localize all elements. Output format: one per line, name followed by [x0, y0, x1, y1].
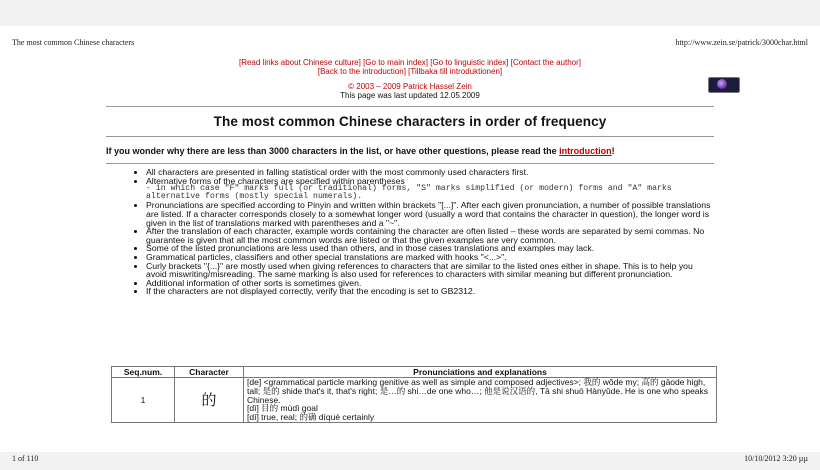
link-contact-author[interactable]: [Contact the author] [510, 58, 581, 67]
list-item: • After the translation of each character, example words containing the character are often listed – these words are separated by semi commas. No guarantee is given that all the most common words are listed or that the given examples are very common. [146, 227, 714, 244]
notes-list [106, 168, 714, 296]
globe-icon [717, 79, 727, 89]
introduction-link[interactable]: introduction [559, 146, 612, 156]
seq-num-cell: 1 [112, 378, 175, 423]
header-character: Character [175, 367, 244, 378]
pronunciation-line: [dì] 目的 mùdì goal [247, 403, 318, 414]
link-tillbaka-introduktionen[interactable]: [Tillbaka till introduktionen] [408, 67, 503, 76]
divider [106, 136, 714, 137]
nav-links [106, 58, 714, 76]
intro-paragraph [106, 147, 714, 156]
list-item: • Pronunciations are specified according to Pinyin and written within brackets "[...]". After each given pronunciation, a number of possible translations are listed. If a character corresponds closely to a somewhat longer word (usually a word that contains the character in question), the longer word is given in the list of translations marked with parentheses and a "~". [146, 201, 714, 227]
intro-text-end: ! [611, 146, 615, 156]
characters-table [111, 366, 717, 423]
bottom-background-strip [0, 452, 820, 470]
print-footer-datetime: 10/10/2012 3:20 µµ [744, 454, 808, 463]
link-chinese-culture[interactable]: [Read links about Chinese culture] [238, 58, 361, 67]
list-item: • Additional information of other sorts is sometimes given. [146, 279, 714, 288]
list-item: • Alternative forms of the characters are specified within parentheses [146, 177, 714, 186]
site-logo-icon[interactable] [708, 77, 740, 93]
list-item: • All characters are presented in falling statistical order with the most commonly used characters first. [146, 168, 714, 177]
last-updated-text: This page was last updated 12.05.2009 [340, 91, 480, 100]
list-item: - in which case "F" marks full (or traditional) forms, "S" marks simplified (or modern) forms and "A" marks alternative forms (mostly special numerals). [146, 184, 672, 202]
pronunciation-line: [de] <grammatical particle marking genitive as well as simple and composed adjectives>; 我的 wǒde my; 高的 gāode high, tall; 是的 shide that's it, that's right; 是…的 shi…de one who…; 他是说汉语的, Tā shi shuō Hànyǔde. He is one who speaks Chinese. [247, 377, 709, 405]
nav-line-1 [106, 58, 714, 67]
table-row [112, 378, 717, 423]
top-background-strip [0, 0, 820, 26]
header-seq-num: Seq.num. [112, 367, 175, 378]
page-title: The most common Chinese characters in order of frequency [213, 114, 607, 129]
link-linguistic-index[interactable]: [Go to linguistic index] [430, 58, 509, 67]
divider [106, 163, 714, 164]
page-content [106, 58, 714, 423]
print-header-title: The most common Chinese characters [12, 38, 135, 47]
list-item: • Curly brackets "{...}" are mostly used when giving references to characters that are similar to the listed ones either in shape. This is to help you avoid miswriting/misreading. The same marking is also used for references to characters with similar meaning but different pronunciation. [146, 262, 714, 279]
print-footer-page: 1 of 110 [12, 454, 39, 463]
table-header-row [112, 367, 717, 378]
character-cell: 的 [175, 378, 244, 423]
list-item: • Some of the listed pronunciations are less used than others, and in those cases translations and examples may lack. [146, 244, 714, 253]
print-header-url: http://www.zein.se/patrick/3000char.html [675, 38, 808, 47]
nav-line-2 [106, 67, 714, 76]
credits [106, 82, 714, 100]
copyright-text: © 2003 – 2009 Patrick Hassel Zein [348, 82, 472, 91]
header-pronunciations: Pronunciations and explanations [244, 367, 717, 378]
pronunciation-cell [244, 378, 717, 423]
link-main-index[interactable]: [Go to main index] [363, 58, 428, 67]
intro-text: If you wonder why there are less than 3000 characters in the list, or have other questions, please read the [106, 146, 560, 156]
pronunciation-line: [dí] true, real; 的确 díquè certainly [247, 412, 375, 423]
link-back-introduction[interactable]: [Back to the introduction] [317, 67, 406, 76]
list-item: • If the characters are not displayed correctly, verify that the encoding is set to GB2312. [146, 287, 714, 296]
list-item: • Grammatical particles, classifiers and other special translations are marked with hooks "<...>". [146, 253, 714, 262]
divider [106, 106, 714, 107]
